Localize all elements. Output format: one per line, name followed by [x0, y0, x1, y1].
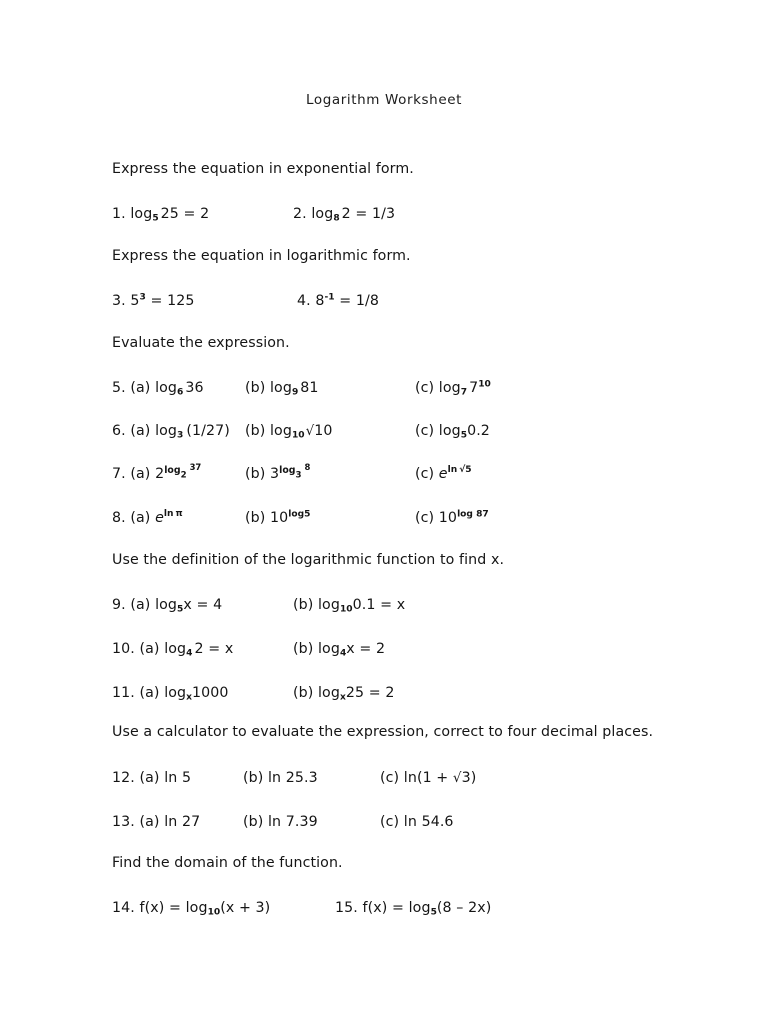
- log-token: log: [155, 423, 178, 439]
- log-base-4: 4: [186, 648, 193, 659]
- part-label-b: (b): [245, 423, 266, 439]
- problem-2-number: 2.: [293, 206, 307, 222]
- argument-3: 3: [461, 770, 471, 786]
- log-base-5: 5: [460, 430, 468, 441]
- exponent-3: 3: [139, 292, 146, 303]
- instruction-exponential-form: Express the equation in exponential form.: [112, 161, 414, 177]
- problem-15-number: 15.: [335, 900, 358, 916]
- part-label-c: (c): [415, 423, 435, 439]
- close-paren: ): [470, 770, 477, 786]
- argument-10: 10: [314, 423, 333, 439]
- log-base-10: 10: [339, 604, 353, 615]
- ln-token: ln: [163, 509, 174, 520]
- exponent-negative-1: -1: [324, 292, 335, 303]
- problem-13-number: 13.: [112, 814, 135, 830]
- base-3: 3: [270, 466, 280, 482]
- base-8: 8: [315, 293, 325, 309]
- problem-9-part-b: [293, 595, 405, 615]
- argument-7-point-39: 7.39: [285, 814, 318, 830]
- base-10: 10: [438, 510, 458, 526]
- exponent-ln-sqrt-5: [448, 465, 472, 475]
- problem-8-part-b: [245, 508, 310, 528]
- problem-5-part-b: [245, 378, 319, 398]
- equals-sign: =: [355, 206, 368, 222]
- problem-3: [112, 291, 194, 311]
- ln-token: ln: [447, 465, 458, 476]
- equals-sign: =: [208, 641, 221, 657]
- value-one-eighth: 1/8: [355, 293, 379, 309]
- log-token: log: [130, 206, 153, 222]
- problem-2: [293, 204, 395, 224]
- log-base-3: 3: [295, 470, 302, 481]
- base-5: 5: [130, 293, 140, 309]
- part-label-b: (b): [245, 380, 266, 396]
- log-base-2: 2: [180, 470, 187, 481]
- euler-number-e: e: [438, 466, 448, 482]
- log-token: log: [164, 685, 187, 701]
- argument-25: 25: [160, 206, 179, 222]
- part-label-a: (a): [130, 466, 151, 482]
- argument-5: 5: [465, 465, 472, 476]
- base-10: 10: [270, 510, 289, 526]
- pi-symbol: π: [175, 509, 183, 520]
- problem-6-part-b: [245, 421, 333, 441]
- part-label-b: (b): [293, 641, 314, 657]
- problem-row-11: [0, 683, 768, 707]
- argument-0-point-1: 0.1: [352, 597, 376, 613]
- part-label-c: (c): [415, 380, 435, 396]
- log-token: log: [164, 464, 181, 476]
- part-label-c: (c): [415, 466, 435, 482]
- instruction-use-calculator: Use a calculator to evaluate the expression, correct to four decimal places.: [112, 724, 654, 740]
- problem-row-1-2: [0, 204, 768, 228]
- argument-1000: 1000: [192, 685, 229, 701]
- log-base-4: 4: [339, 648, 347, 659]
- part-label-a: (a): [139, 641, 160, 657]
- instruction-evaluate-expression: Evaluate the expression.: [112, 335, 290, 351]
- argument-2: 2: [194, 641, 204, 657]
- value-2: 2: [385, 685, 395, 701]
- problem-12-part-a: [112, 768, 191, 788]
- log-base-5: 5: [152, 213, 159, 224]
- equals-sign: =: [359, 641, 372, 657]
- radical-icon: √: [305, 423, 315, 439]
- argument-x-plus-3: (x + 3): [220, 900, 271, 916]
- log-token: log: [438, 423, 461, 439]
- part-label-b: (b): [293, 597, 314, 613]
- problem-7-part-a: [112, 464, 201, 484]
- part-label-a: (a): [130, 597, 151, 613]
- log-token: log: [155, 597, 178, 613]
- log-token: log: [438, 380, 461, 396]
- value-4: 4: [213, 597, 223, 613]
- argument-25-point-3: 25.3: [285, 770, 318, 786]
- part-label-c: (c): [380, 770, 400, 786]
- variable-x: x: [183, 597, 192, 613]
- argument-36: 36: [185, 380, 204, 396]
- problem-6-number: 6.: [112, 423, 126, 439]
- instruction-logarithmic-form: Express the equation in logarithmic form.: [112, 248, 411, 264]
- problem-12-number: 12.: [112, 770, 135, 786]
- equals-sign: =: [368, 685, 381, 701]
- problem-row-6: [0, 421, 768, 445]
- problem-10-part-a: [112, 639, 233, 659]
- problem-row-14-15: [0, 898, 768, 922]
- value-one-third: 1/3: [372, 206, 396, 222]
- ln-token: ln: [164, 814, 178, 830]
- problem-14-number: 14.: [112, 900, 135, 916]
- part-label-c: (c): [380, 814, 400, 830]
- log-base-8: 8: [333, 213, 340, 224]
- log-token: log: [279, 464, 296, 476]
- problem-4: [297, 291, 379, 311]
- problem-13-part-a: [112, 812, 200, 832]
- variable-x: x: [224, 641, 234, 657]
- equals-sign: =: [183, 206, 196, 222]
- problem-11-number: 11.: [112, 685, 135, 701]
- problem-row-13: [0, 812, 768, 836]
- part-label-b: (b): [243, 770, 264, 786]
- ln-token: ln: [164, 770, 178, 786]
- problem-row-8: [0, 508, 768, 532]
- argument-0-point-2: 0.2: [467, 423, 490, 439]
- part-label-a: (a): [139, 814, 160, 830]
- problem-8-number: 8.: [112, 510, 126, 526]
- problem-row-9: [0, 595, 768, 619]
- log-base-10: 10: [207, 907, 221, 918]
- equals-sign: =: [169, 900, 181, 916]
- problem-11-part-a: [112, 683, 229, 703]
- ln-token: ln: [268, 814, 282, 830]
- radical-icon: √: [452, 770, 462, 786]
- argument-8-minus-2x: (8 – 2x): [436, 900, 492, 916]
- problem-4-number: 4.: [297, 293, 311, 309]
- problem-7-part-c: [415, 464, 472, 484]
- problem-8-part-c: [415, 508, 489, 528]
- exponent-10: 10: [478, 379, 491, 390]
- page-title: Logarithm Worksheet: [305, 92, 463, 108]
- problem-row-10: [0, 639, 768, 663]
- log-token: log: [270, 380, 292, 396]
- problem-5-part-c: [415, 378, 491, 398]
- log-token: log: [270, 423, 292, 439]
- log-token: log: [155, 380, 178, 396]
- ln-token: ln: [403, 814, 417, 830]
- ln-token: ln: [268, 770, 282, 786]
- problem-9-number: 9.: [112, 597, 126, 613]
- problem-12-part-b: [243, 768, 318, 788]
- exponent-log-5: log5: [288, 509, 311, 520]
- part-label-b: (b): [245, 510, 266, 526]
- argument-54-point-6: 54.6: [421, 814, 454, 830]
- problem-10-number: 10.: [112, 641, 135, 657]
- problem-6-part-c: [415, 421, 490, 441]
- log-base-5: 5: [430, 907, 437, 918]
- problem-row-12: [0, 768, 768, 792]
- problem-1-number: 1.: [112, 206, 126, 222]
- log-base-3: 3: [177, 430, 184, 441]
- exponent-ln-pi: [164, 509, 183, 519]
- equals-sign: =: [339, 293, 352, 309]
- part-label-a: (a): [130, 380, 151, 396]
- exponent-log-base-3-of-8: [279, 462, 311, 481]
- part-label-a: (a): [130, 423, 151, 439]
- log-base-x: x: [186, 692, 192, 703]
- part-label-a: (a): [139, 685, 160, 701]
- log-base-6: 6: [177, 387, 184, 398]
- problem-row-7: [0, 464, 768, 488]
- problem-5-part-a: [112, 378, 204, 398]
- problem-row-5: [0, 378, 768, 402]
- problem-7-number: 7.: [112, 466, 126, 482]
- open-paren-1-plus: (1 +: [416, 770, 453, 786]
- log-base-7: 7: [460, 387, 468, 398]
- part-label-b: (b): [245, 466, 266, 482]
- argument-87: 87: [476, 509, 489, 520]
- log-token: log: [185, 900, 208, 916]
- part-label-c: (c): [415, 510, 435, 526]
- problem-10-part-b: [293, 639, 385, 659]
- argument-25: 25: [345, 685, 365, 701]
- variable-x: x: [396, 597, 406, 613]
- argument-8: 8: [304, 462, 311, 473]
- log-base-9: 9: [291, 387, 299, 398]
- instruction-definition-find-x: Use the definition of the logarithmic function to find x.: [112, 552, 505, 568]
- exponent-log-base-2-of-37: [164, 462, 202, 481]
- variable-x: x: [346, 641, 355, 657]
- argument-81: 81: [300, 380, 319, 396]
- value-2: 2: [200, 206, 210, 222]
- log-base-5: 5: [177, 604, 184, 615]
- ln-token: ln: [403, 770, 417, 786]
- part-label-a: (a): [139, 770, 160, 786]
- problem-3-number: 3.: [112, 293, 126, 309]
- argument-5: 5: [181, 770, 192, 786]
- argument-27: 27: [181, 814, 201, 830]
- problem-8-part-a: [112, 508, 183, 528]
- log-token: log: [408, 900, 431, 916]
- log-base-x: x: [339, 692, 346, 703]
- value-125: 125: [167, 293, 195, 309]
- euler-number-e: e: [155, 510, 164, 526]
- base-2: 2: [155, 466, 165, 482]
- argument-one-over-27: (1/27): [186, 423, 230, 439]
- equals-sign: =: [392, 900, 404, 916]
- argument-7: 7: [469, 380, 479, 396]
- part-label-b: (b): [243, 814, 264, 830]
- log-token: log: [311, 206, 334, 222]
- argument-37: 37: [189, 462, 202, 473]
- problem-7-part-b: [245, 464, 310, 484]
- argument-2: 2: [341, 206, 351, 222]
- equals-sign: =: [380, 597, 393, 613]
- problem-13-part-b: [243, 812, 318, 832]
- part-label-a: (a): [130, 510, 151, 526]
- log-token: log: [318, 597, 340, 613]
- log-token: log: [164, 641, 187, 657]
- equals-sign: =: [150, 293, 163, 309]
- log-base-10: 10: [291, 430, 305, 441]
- function-notation: f(x): [362, 900, 388, 916]
- value-2: 2: [376, 641, 386, 657]
- problem-12-part-c: [380, 768, 476, 788]
- problem-5-number: 5.: [112, 380, 126, 396]
- part-label-b: (b): [293, 685, 314, 701]
- equals-sign: =: [196, 597, 209, 613]
- log-token: log: [457, 509, 477, 520]
- problem-13-part-c: [380, 812, 454, 832]
- instruction-find-domain: Find the domain of the function.: [112, 855, 343, 871]
- problem-row-3-4: [0, 291, 768, 315]
- radical-icon: √: [459, 465, 466, 476]
- problem-1: [112, 204, 209, 224]
- problem-9-part-a: [112, 595, 222, 615]
- function-notation: f(x): [139, 900, 165, 916]
- exponent-log-87: [457, 509, 489, 519]
- problem-6-part-a: [112, 421, 230, 441]
- log-token: log: [318, 641, 340, 657]
- problem-14: [112, 898, 270, 918]
- log-token: log: [318, 685, 340, 701]
- problem-11-part-b: [293, 683, 394, 703]
- problem-15: [335, 898, 491, 918]
